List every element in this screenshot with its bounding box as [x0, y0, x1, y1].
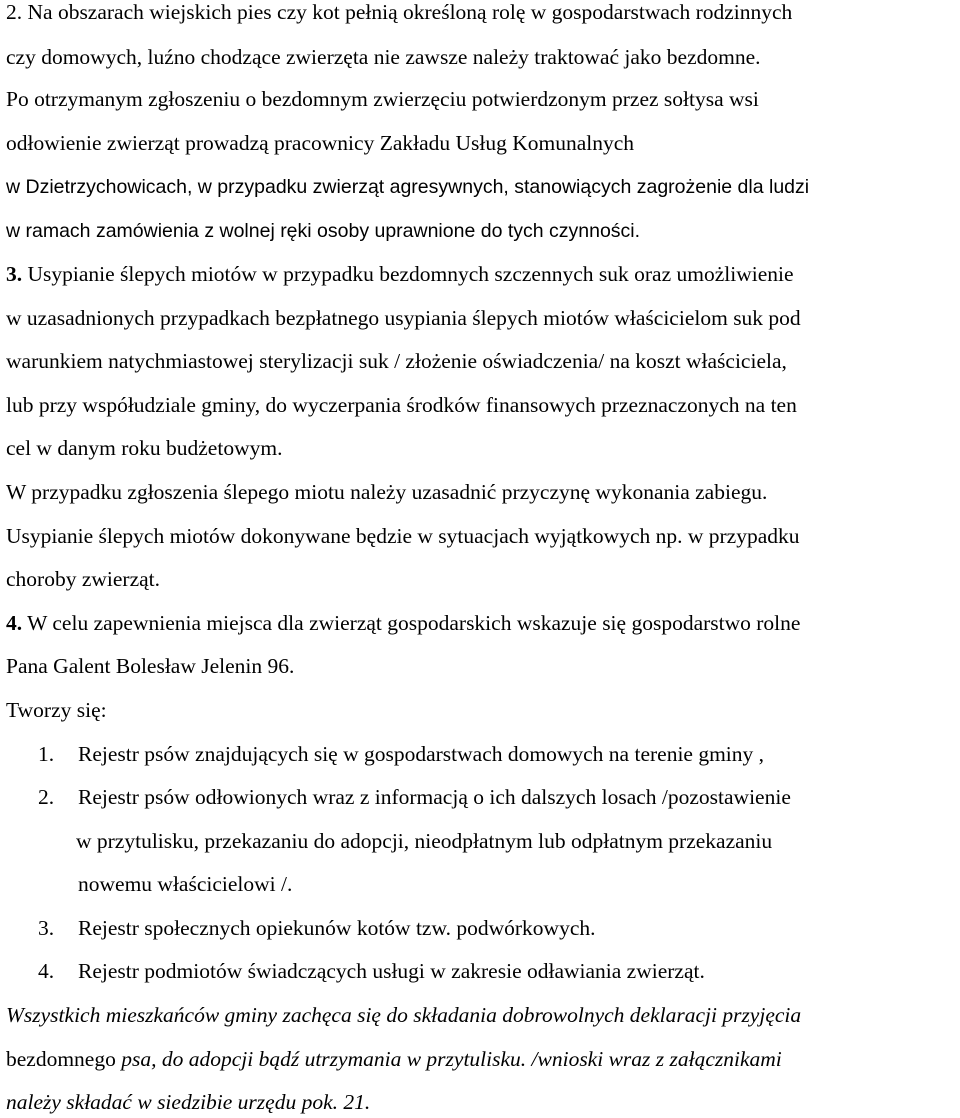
section-4-first-line: W celu zapewnienia miejsca dla zwierząt gospodarskich wskazuje się gospodarstwo rolne	[22, 611, 801, 635]
list-item-text: Rejestr psów znajdujących się w gospodarstwach domowych na terenie gminy ,	[78, 742, 765, 766]
list-item-continuation: nowemu właścicielowi /.	[78, 872, 293, 896]
section-2-line-3: Po otrzymanym zgłoszeniu o bezdomnym zwierzęciu potwierdzonym przez sołtysa wsi	[6, 87, 759, 111]
section-2-line-2: czy domowych, luźno chodzące zwierzęta nie zawsze należy traktować jako bezdomne.	[6, 45, 761, 69]
section-4-intro: Tworzy się:	[6, 698, 107, 722]
section-3-line-4: lub przy współudziale gminy, do wyczerpania środków finansowych przeznaczonych na ten	[6, 393, 797, 417]
section-4-line-1	[6, 613, 800, 635]
closing-line-2	[6, 1049, 782, 1071]
section-3-line-6: W przypadku zgłoszenia ślepego miotu należy uzasadnić przyczynę wykonania zabiegu.	[6, 480, 768, 504]
list-item-text: Rejestr społecznych opiekunów kotów tzw. podwórkowych.	[78, 916, 596, 940]
closing-line-2-start: bezdomnego	[6, 1047, 116, 1071]
list-item-number: 4.	[38, 959, 55, 983]
section-4-line-2: Pana Galent Bolesław Jelenin 96.	[6, 654, 295, 678]
list-item-text: Rejestr podmiotów świadczących usługi w zakresie odławiania zwierząt.	[78, 959, 705, 983]
closing-line-2-rest: psa, do adopcji bądź utrzymania w przytulisku. /wnioski wraz z załącznikami	[115, 1047, 782, 1071]
list-item-text: Rejestr psów odłowionych wraz z informacją o ich dalszych losach /pozostawienie	[78, 785, 791, 809]
list-item-number: 3.	[38, 916, 55, 940]
section-2-line-4: odłowienie zwierząt prowadzą pracownicy Zakładu Usług Komunalnych	[6, 131, 635, 155]
section-2-line-6: w ramach zamówienia z wolnej ręki osoby uprawnione do tych czynności.	[6, 220, 641, 242]
list-item-number: 1.	[38, 742, 55, 766]
section-3-line-2: w uzasadnionych przypadkach bezpłatnego usypiania ślepych miotów właścicielom suk pod	[6, 306, 801, 330]
section-3-line-1	[6, 264, 794, 286]
section-2-line-5: w Dzietrzychowicach, w przypadku zwierząt agresywnych, stanowiących zagrożenie dla ludzi	[6, 176, 810, 198]
section-3-line-8: choroby zwierząt.	[6, 567, 161, 591]
list-item-number: 2.	[38, 785, 55, 809]
section-3-line-5: cel w danym roku budżetowym.	[6, 436, 283, 460]
list-item-continuation: w przytulisku, przekazaniu do adopcji, nieodpłatnym lub odpłatnym przekazaniu	[76, 829, 773, 853]
closing-line-1: Wszystkich mieszkańców gminy zachęca się do składania dobrowolnych deklaracji przyjęcia	[6, 1003, 802, 1027]
closing-line-3: należy składać w siedzibie urzędu pok. 21.	[6, 1090, 371, 1114]
section-3-line-3: warunkiem natychmiastowej sterylizacji suk / złożenie oświadczenia/ na koszt właściciela,	[6, 349, 787, 373]
section-3-first-line: Usypianie ślepych miotów w przypadku bezdomnych szczennych suk oraz umożliwienie	[22, 262, 794, 286]
section-3-number: 3.	[6, 262, 23, 286]
section-2-line-1: 2. Na obszarach wiejskich pies czy kot pełnią określoną rolę w gospodarstwach rodzinnych	[6, 0, 793, 24]
section-4-number: 4.	[6, 611, 23, 635]
section-3-line-7: Usypianie ślepych miotów dokonywane będzie w sytuacjach wyjątkowych np. w przypadku	[6, 524, 800, 548]
